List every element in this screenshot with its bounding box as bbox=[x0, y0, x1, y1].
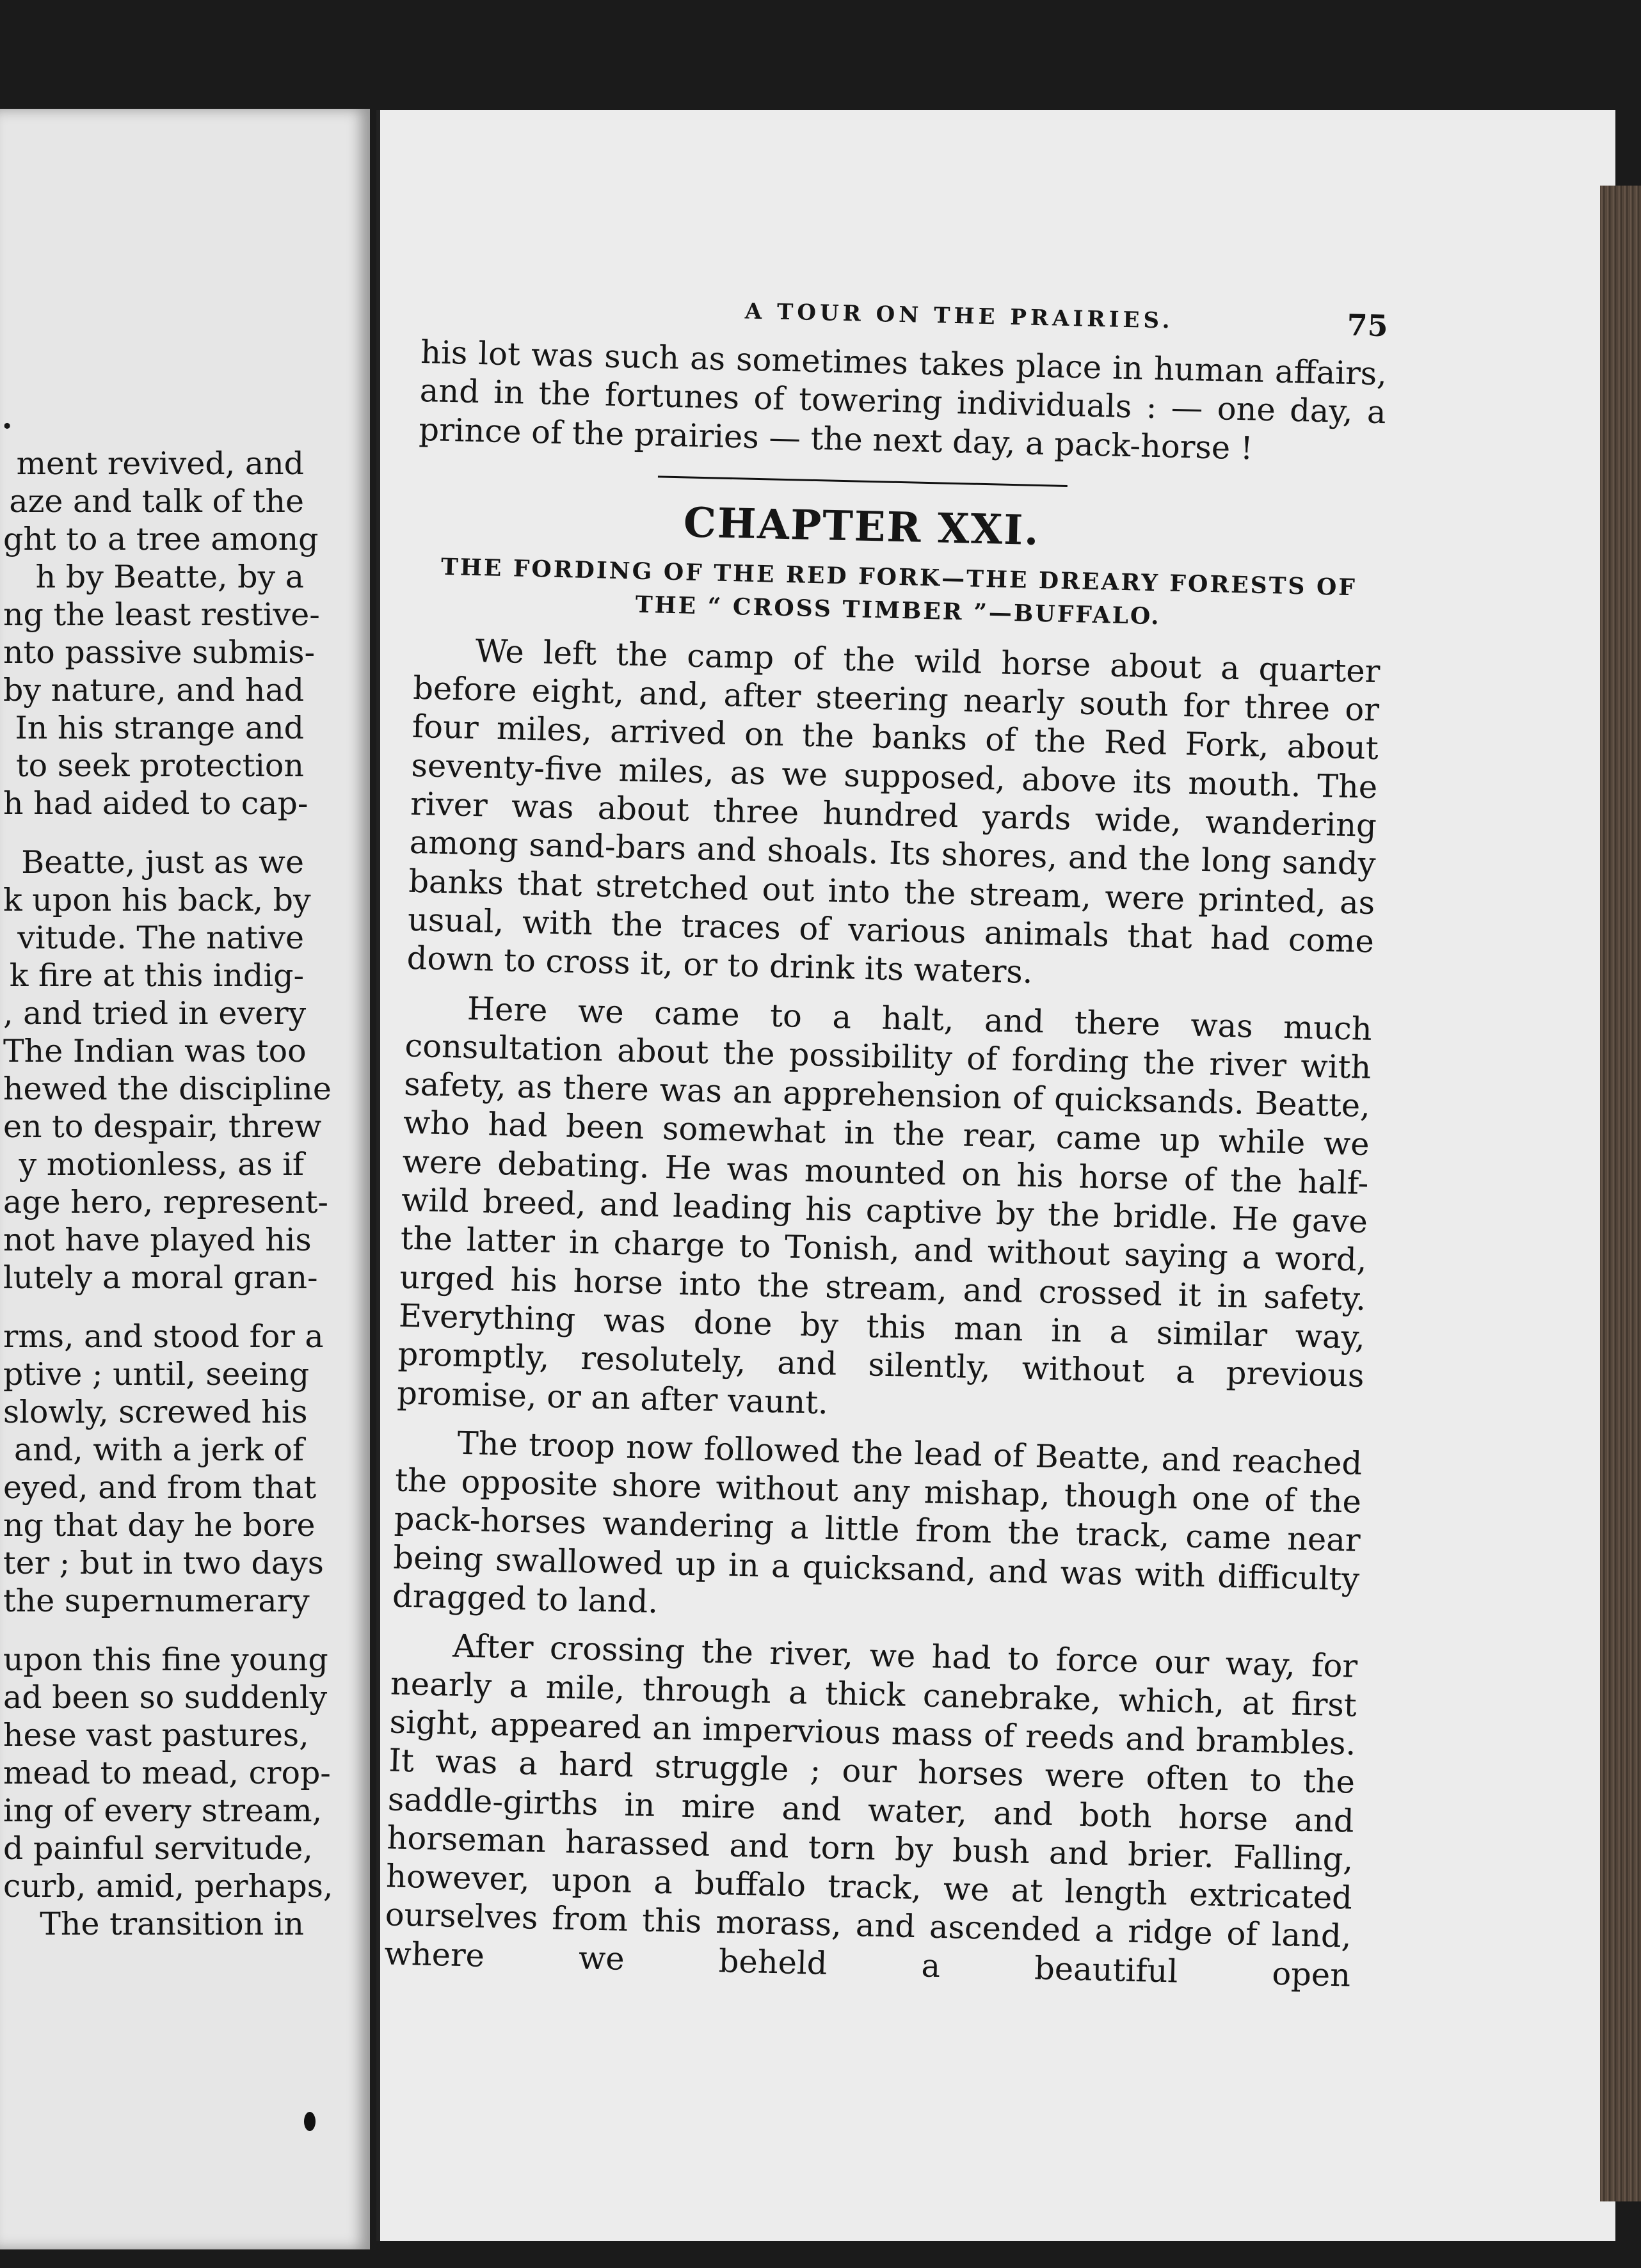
left-page-line: ng that day he bore bbox=[3, 1507, 316, 1544]
left-page-line: ght to a tree among bbox=[3, 521, 319, 557]
left-page-line: ptive ; until, seeing bbox=[3, 1356, 310, 1393]
left-page-line: hese vast pastures, bbox=[3, 1717, 309, 1753]
left-page-line: to seek protection bbox=[15, 747, 304, 784]
left-page-line: hewed the discipline bbox=[3, 1071, 332, 1107]
body-paragraph: The troop now followed the lead of Beatte, and reached the opposite shore without any mishap, though one of the pack-horses wandering a little from the track, came near being swallowed up in a quicksand, and was with difficulty dragged to land. bbox=[392, 1424, 1363, 1620]
chapter-divider bbox=[658, 475, 1068, 487]
left-page-line: by nature, and had bbox=[3, 672, 305, 708]
left-page-line: slowly, screwed his bbox=[3, 1394, 308, 1430]
left-page-line: k fire at this indig- bbox=[9, 957, 304, 994]
left-page-line: en to despair, threw bbox=[3, 1108, 322, 1145]
stray-mark: . bbox=[0, 387, 15, 439]
ink-blot bbox=[304, 2112, 316, 2131]
left-page-line: ment revived, and bbox=[16, 445, 304, 482]
running-title: A TOUR ON THE PRAIRIES. bbox=[744, 298, 1174, 334]
left-page-line: h by Beatte, by a bbox=[35, 559, 304, 595]
chapter-title: CHAPTER XXI. bbox=[683, 499, 1041, 555]
left-page-text bbox=[3, 445, 333, 1943]
left-page-line: mead to mead, crop- bbox=[3, 1755, 331, 1791]
left-page-line: aze and talk of the bbox=[9, 483, 304, 520]
chapter-summary: THE FORDING OF THE RED FORK—THE DREARY FORESTS OF THE “ CROSS TIMBER ”—BUFFALO. bbox=[440, 553, 1357, 630]
right-page-text bbox=[384, 275, 1389, 1995]
left-page bbox=[0, 109, 370, 2249]
left-page-line: vitude. The native bbox=[17, 920, 304, 956]
continuation-paragraph: his lot was such as sometimes takes place in human affairs, and in the fortunes of towering individuals : — one day, a prince of the prairies — the next day, a pack-horse ! bbox=[418, 333, 1388, 467]
left-page-line: ter ; but in two days bbox=[3, 1545, 324, 1581]
left-page-line: k upon his back, by bbox=[3, 882, 311, 918]
left-page-line: nto passive submis- bbox=[3, 634, 316, 671]
left-page-line: eyed, and from that bbox=[3, 1469, 317, 1506]
left-page-line: ing of every stream, bbox=[3, 1793, 323, 1829]
body-paragraph: After crossing the river, we had to force our way, for nearly a mile, through a thick canebrake, which, at first sight, appeared an impervious mass of reeds and brambles. It was a hard struggle ; our horses were often to the saddle-girths in mire and water, and both horse and horseman harassed and torn by bush and brier. Falling, however, upon a buffalo track, we at length extricated ourselves from this morass, and ascended a ridge of land, where we beheld a beautiful open bbox=[383, 1627, 1358, 1994]
page-number: 75 bbox=[1346, 307, 1389, 344]
page-edges bbox=[1600, 186, 1641, 2201]
body-paragraph: Here we came to a halt, and there was much consultation about the possibility of fording the river with safety, as there was an apprehension of quicksands. Beatte, who had been somewhat in the rear, came up while we were debating. He was mounted on his horse of the half-wild breed, and leading his captive by the bridle. He gave the latter in charge to Tonish, and without saying a word, urged his horse into the stream, and crossed it in safety. Everything was done by this man in a similar way, promptly, resolutely, and silently, without a previous promise, or an after vaunt. bbox=[396, 989, 1373, 1421]
left-page-line: y motionless, as if bbox=[19, 1146, 304, 1183]
left-page-line: Beatte, just as we bbox=[21, 844, 304, 881]
left-page-line: In his strange and bbox=[15, 710, 304, 746]
left-page-line: upon this fine young bbox=[3, 1641, 328, 1678]
left-page-line: rms, and stood for a bbox=[3, 1318, 324, 1355]
left-page-line: lutely a moral gran- bbox=[3, 1259, 318, 1296]
left-page-line: and, with a jerk of bbox=[13, 1432, 304, 1468]
left-page-line: The transition in bbox=[40, 1906, 304, 1942]
left-page-line: curb, amid, perhaps, bbox=[3, 1868, 333, 1905]
left-page-line: h had aided to cap- bbox=[3, 785, 308, 822]
left-page-line: age hero, represent- bbox=[3, 1184, 328, 1220]
left-page-line: The Indian was too bbox=[3, 1033, 307, 1069]
left-page-line: the supernumerary bbox=[3, 1583, 310, 1619]
left-page-line: ad been so suddenly bbox=[3, 1679, 328, 1716]
body-paragraph: We left the camp of the wild horse about a quarter before eight, and, after steering nearly south for three or four miles, arrived on the banks of the Red Fork, about seventy-five miles, as we supposed, above its mouth. The river was about three hundred yards wide, wandering among sand-bars and shoals. Its shores, and the long sandy banks that stretched out into the stream, were printed, as usual, with the traces of various animals that had come down to cross it, or to drink its waters. bbox=[406, 632, 1381, 991]
left-page-line: not have played his bbox=[3, 1222, 312, 1258]
left-page-line: ng the least restive- bbox=[3, 596, 320, 633]
left-page-line: d painful servitude, bbox=[3, 1830, 313, 1867]
left-page-line: , and tried in every bbox=[3, 995, 307, 1032]
